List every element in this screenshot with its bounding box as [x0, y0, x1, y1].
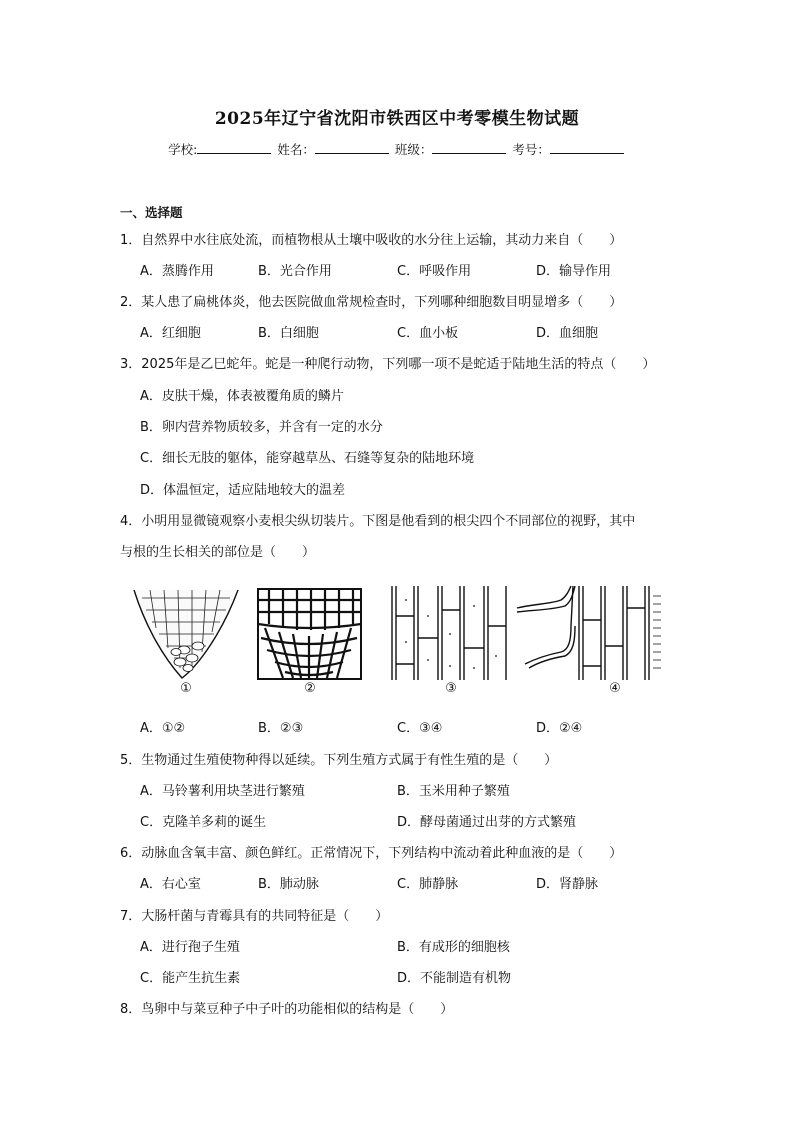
q6-option-c[interactable]: C．肺静脉	[397, 877, 459, 892]
q7-option-c[interactable]: C．能产生抗生素	[140, 971, 241, 986]
q3-option-a[interactable]: A．皮肤干燥，体表被覆角质的鳞片	[140, 389, 344, 404]
q2-option-c[interactable]: C．血小板	[397, 326, 459, 341]
q6-option-a[interactable]: A．右心室	[140, 877, 201, 892]
q3-option-c[interactable]: C．细长无肢的躯体，能穿越草丛、石缝等复杂的陆地环境	[140, 451, 475, 466]
q3-option-b[interactable]: B．卵内营养物质较多，并含有一定的水分	[140, 420, 383, 435]
question-5-stem: 5．生物通过生殖使物种得以延续。下列生殖方式属于有性生殖的是（ ）	[120, 753, 558, 768]
school-blank[interactable]	[197, 141, 271, 154]
q5-option-b[interactable]: B．玉米用种子繁殖	[397, 784, 510, 799]
q1-option-d[interactable]: D．输导作用	[536, 264, 612, 279]
figure-root-hair-zone	[515, 586, 665, 680]
section-heading: 一、选择题	[120, 205, 183, 220]
school-label: 学校:	[168, 142, 198, 157]
figure-label-2: ②	[304, 681, 316, 696]
figure-label-1: ①	[180, 681, 192, 696]
figure-root-cap	[132, 588, 240, 680]
q2-option-d[interactable]: D．血细胞	[536, 326, 599, 341]
q5-option-d[interactable]: D．酵母菌通过出芽的方式繁殖	[397, 815, 577, 830]
student-info-line	[0, 140, 794, 158]
class-label: 班级：	[394, 142, 433, 157]
figure-meristem	[257, 588, 362, 680]
q7-option-a[interactable]: A．进行孢子生殖	[140, 940, 240, 955]
q2-option-b[interactable]: B．白细胞	[258, 326, 319, 341]
name-label: 姓名：	[277, 142, 315, 157]
name-blank[interactable]	[315, 141, 389, 154]
q4-option-d[interactable]: D．②④	[536, 721, 583, 736]
exam-title: 2025年辽宁省沈阳市铁西区中考零模生物试题	[214, 109, 580, 129]
q5-option-c[interactable]: C．克隆羊多莉的诞生	[140, 815, 267, 830]
q4-option-c[interactable]: C．③④	[397, 721, 443, 736]
q3-option-d[interactable]: D．体温恒定，适应陆地较大的温差	[140, 483, 346, 498]
exam-no-blank[interactable]	[550, 141, 624, 154]
q5-option-a[interactable]: A．马铃薯利用块茎进行繁殖	[140, 784, 305, 799]
question-6-stem: 6．动脉血含氧丰富、颜色鲜红。正常情况下，下列结构中流动着此种血液的是（ ）	[120, 846, 623, 861]
exam-no-label: 考号：	[512, 142, 550, 157]
figure-label-3: ③	[445, 681, 457, 696]
question-2-stem: 2．某人患了扁桃体炎，他去医院做血常规检查时，下列哪种细胞数目明显增多（ ）	[120, 295, 623, 310]
question-4-stem: 4．小明用显微镜观察小麦根尖纵切装片。下图是他看到的根尖四个不同部位的视野，其中	[120, 514, 636, 529]
question-4-stem-cont: 与根的生长相关的部位是（ ）	[120, 545, 316, 560]
q1-option-c[interactable]: C．呼吸作用	[397, 264, 472, 279]
question-8-stem: 8．鸟卵中与菜豆种子中子叶的功能相似的结构是（ ）	[120, 1002, 454, 1017]
q4-option-b[interactable]: B．②③	[258, 721, 304, 736]
q2-option-a[interactable]: A．红细胞	[140, 326, 201, 341]
q4-option-a[interactable]: A．①②	[140, 721, 186, 736]
q7-option-b[interactable]: B．有成形的细胞核	[397, 940, 510, 955]
figure-elongation-zone	[388, 586, 512, 680]
q7-option-d[interactable]: D．不能制造有机物	[397, 971, 512, 986]
figure-label-4: ④	[609, 681, 621, 696]
q6-option-b[interactable]: B．肺动脉	[258, 877, 319, 892]
q6-option-d[interactable]: D．肾静脉	[536, 877, 599, 892]
question-7-stem: 7．大肠杆菌与青霉具有的共同特征是（ ）	[120, 909, 389, 924]
q1-option-a[interactable]: A．蒸腾作用	[140, 264, 214, 279]
class-blank[interactable]	[432, 141, 506, 154]
q1-option-b[interactable]: B．光合作用	[258, 264, 332, 279]
question-1-stem: 1．自然界中水往底处流，而植物根从土壤中吸收的水分往上运输，其动力来自（ ）	[120, 233, 623, 248]
question-3-stem: 3．2025年是乙巳蛇年。蛇是一种爬行动物，下列哪一项不是蛇适于陆地生活的特点（ ）	[120, 357, 656, 372]
